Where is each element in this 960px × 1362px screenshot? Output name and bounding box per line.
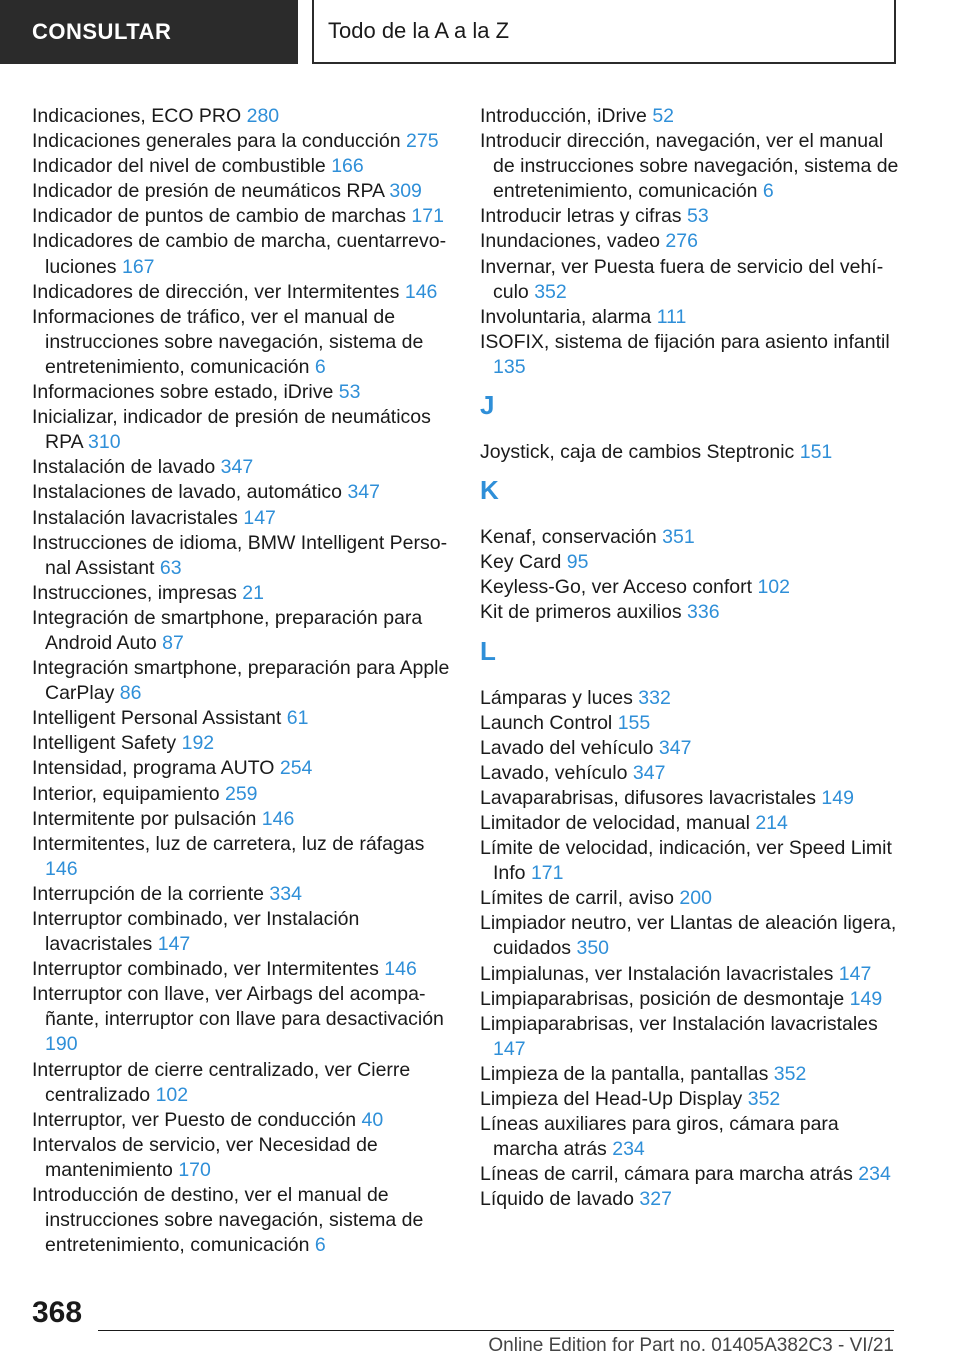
index-entry: [32, 1183, 452, 1258]
entry-text: Integración de smartphone, preparación para Android Auto: [32, 606, 423, 654]
page-reference-link[interactable]: 234: [858, 1163, 891, 1186]
entry-text: Kit de primeros auxilios: [480, 601, 682, 624]
page-reference-link[interactable]: 190: [45, 1033, 78, 1056]
index-group-l: [480, 686, 900, 1213]
page-reference-link[interactable]: 147: [157, 933, 191, 956]
entry-text: Interruptor combinado, ver Instalación lavacristales: [32, 908, 360, 956]
index-entry: [32, 405, 452, 455]
index-group-i: [480, 104, 900, 380]
index-entry: [32, 1133, 452, 1183]
index-entry: [480, 1112, 900, 1162]
index-entry: [480, 911, 900, 961]
entry-text: Lavado del vehículo: [480, 736, 654, 759]
entry-text: Interruptor con llave, ver Airbags del acompañante, interruptor con llave para desactivación: [32, 983, 444, 1031]
page-reference-link[interactable]: 171: [411, 205, 444, 228]
index-letter-k: K: [480, 475, 499, 506]
index-entry: [480, 255, 900, 305]
entry-text: Indicador de puntos de cambio de marchas: [32, 205, 406, 228]
entry-text: Interrupción de la corriente: [32, 882, 264, 905]
page-number: 368: [32, 1296, 83, 1329]
page-reference-link[interactable]: 200: [679, 887, 712, 910]
entry-text: Instrucciones de idioma, BMW Intelligent Personal Assistant: [32, 531, 448, 579]
page-reference-link[interactable]: 149: [849, 987, 883, 1010]
index-entry: [32, 531, 452, 581]
index-entry: [480, 1087, 900, 1112]
entry-text: Interruptor, ver Puesto de conducción: [32, 1108, 357, 1131]
entry-text: Intensidad, programa AUTO: [32, 757, 275, 780]
entry-text: Intervalos de servicio, ver Necesidad de mantenimiento: [32, 1133, 378, 1181]
chapter-title: Todo de la A a la Z: [328, 18, 510, 43]
entry-text: Intermitentes, luz de carretera, luz de ráfagas: [32, 832, 425, 855]
index-entry: [480, 886, 900, 911]
entry-text: Intelligent Personal Assistant: [32, 707, 282, 730]
entry-text: Indicadores de dirección, ver Intermitentes: [32, 280, 400, 303]
entry-text: Keyless-Go, ver Acceso confort: [480, 576, 753, 599]
entry-text: Introducir letras y cifras: [480, 205, 682, 228]
page-reference-link[interactable]: 147: [838, 962, 872, 985]
entry-text: ISOFIX, sistema de fijación para asiento infantil: [480, 330, 890, 353]
entry-text: Limpialunas, ver Instalación lavacristales: [480, 962, 834, 985]
index-entry: [32, 506, 452, 531]
index-entry: [480, 305, 900, 330]
entry-text: Instrucciones, impresas: [32, 581, 237, 604]
page-reference-link[interactable]: 53: [686, 205, 709, 228]
entry-text: Interior, equipamiento: [32, 782, 220, 805]
index-entry: [32, 380, 452, 405]
index-entry: [480, 962, 900, 987]
entry-text: Kenaf, conservación: [480, 526, 657, 549]
index-entry: [32, 455, 452, 480]
index-entry: [480, 711, 900, 736]
page-reference-link[interactable]: 87: [162, 631, 184, 654]
index-entry: [32, 204, 452, 229]
entry-text: Instalaciones de lavado, automático: [32, 481, 343, 504]
entry-text: Introducción de destino, ver el manual de instrucciones sobre navegación, sistema de entretenimiento, comunicación: [32, 1184, 424, 1257]
index-letter-j: J: [480, 390, 495, 421]
entry-text: Indicaciones generales para la conducción: [32, 130, 401, 153]
index-entry: [480, 836, 900, 886]
index-entry: [32, 957, 452, 982]
index-entry: [32, 154, 452, 179]
entry-text: Indicaciones, ECO PRO: [32, 105, 242, 127]
entry-text: Inicializar, indicador de presión de neumáticos RPA: [32, 406, 431, 454]
index-entry: [480, 1187, 900, 1212]
index-entry: [480, 440, 900, 465]
index-entry: [32, 731, 452, 756]
entry-text: Joystick, caja de cambios Steptronic: [480, 441, 795, 464]
section-tab: [0, 0, 298, 64]
page-reference-link[interactable]: 214: [755, 811, 788, 834]
entry-text: Límites de carril, aviso: [480, 887, 674, 910]
page-reference-link[interactable]: 171: [530, 862, 564, 885]
page-reference-link[interactable]: 332: [638, 686, 671, 709]
page-reference-link[interactable]: 347: [347, 481, 380, 504]
section-label: CONSULTAR: [32, 19, 172, 44]
page-reference-link[interactable]: 86: [119, 682, 142, 705]
index-entry: [32, 179, 452, 204]
index-entry: [480, 550, 900, 575]
page-reference-link[interactable]: 111: [656, 305, 687, 328]
page-reference-link[interactable]: 146: [45, 857, 78, 880]
entry-text: Integración smartphone, preparación para Apple CarPlay: [32, 657, 450, 705]
index-group-j: [480, 440, 900, 465]
entry-text: Limpieza del Head-Up Display: [480, 1088, 743, 1110]
index-entry: [480, 600, 900, 625]
page-reference-link[interactable]: 6: [314, 355, 326, 378]
page-reference-link[interactable]: 149: [821, 786, 854, 809]
page-reference-link[interactable]: 170: [178, 1158, 211, 1181]
index-entry: [480, 1162, 900, 1187]
entry-text: Instalación de lavado: [32, 456, 216, 479]
index-entry: [32, 280, 452, 305]
index-entry: [480, 104, 900, 129]
page-reference-link[interactable]: 352: [773, 1062, 807, 1085]
entry-text: Interruptor de cierre centralizado, ver Cierre centralizado: [32, 1058, 411, 1106]
index-entry: [32, 756, 452, 781]
page-reference-link[interactable]: 275: [406, 130, 439, 153]
page-reference-link[interactable]: 6: [762, 180, 774, 203]
page-reference-link[interactable]: 52: [652, 105, 675, 127]
page-reference-link[interactable]: 53: [338, 381, 361, 404]
index-entry: [32, 480, 452, 505]
index-entry: [32, 807, 452, 832]
entry-text: Invernar, ver Puesta fuera de servicio del vehículo: [480, 255, 884, 303]
index-entry: [32, 882, 452, 907]
page-reference-link[interactable]: 327: [639, 1188, 672, 1211]
page-reference-link[interactable]: 234: [612, 1138, 645, 1161]
index-entry: [480, 786, 900, 811]
page-reference-link[interactable]: 259: [224, 782, 258, 805]
page-reference-link[interactable]: 310: [88, 431, 121, 454]
page-reference-link[interactable]: 147: [243, 506, 276, 529]
page-reference-link[interactable]: 102: [757, 576, 790, 599]
entry-text: Intelligent Safety: [32, 732, 177, 755]
entry-text: Indicador de presión de neumáticos RPA: [32, 180, 384, 203]
page-reference-link[interactable]: 350: [576, 937, 610, 960]
index-entry: [480, 686, 900, 711]
entry-text: Limpiaparabrisas, posición de desmontaje: [480, 987, 845, 1010]
index-entry: [480, 987, 900, 1012]
index-column-left: [32, 104, 452, 1258]
index-entry: [32, 832, 452, 882]
entry-text: Introducción, iDrive: [480, 105, 647, 127]
entry-text: Limpiador neutro, ver Llantas de aleación ligera, cuidados: [480, 912, 897, 960]
index-entry: [480, 1062, 900, 1087]
page-reference-link[interactable]: 167: [121, 255, 155, 278]
page-reference-link[interactable]: 336: [687, 601, 720, 624]
chapter-tab: [312, 0, 896, 64]
page-reference-link[interactable]: 40: [361, 1108, 384, 1131]
page-reference-link[interactable]: 280: [246, 105, 280, 127]
entry-text: Involuntaria, alarma: [480, 305, 652, 328]
index-entry: [32, 1108, 452, 1133]
page-reference-link[interactable]: 155: [617, 711, 651, 734]
index-entry: [32, 982, 452, 1057]
index-entry: [480, 129, 900, 204]
entry-text: Indicador del nivel de combustible: [32, 155, 326, 178]
page-reference-link[interactable]: 309: [389, 180, 422, 203]
page-reference-link[interactable]: 95: [566, 551, 589, 574]
entry-text: Limpiaparabrisas, ver Instalación lavacristales: [480, 1012, 878, 1035]
index-entry: [32, 907, 452, 957]
entry-text: Instalación lavacristales: [32, 506, 238, 529]
page-reference-link[interactable]: 146: [404, 280, 438, 303]
page-reference-link[interactable]: 61: [286, 707, 309, 730]
page-reference-link[interactable]: 166: [331, 155, 364, 178]
index-entry: [32, 1058, 452, 1108]
index-entry: [32, 229, 452, 279]
entry-text: Indicadores de cambio de marcha, cuentarrevoluciones: [32, 230, 447, 278]
page-reference-link[interactable]: 352: [534, 280, 567, 303]
index-entry: [32, 129, 452, 154]
index-entry: [480, 575, 900, 600]
index-entry: [480, 761, 900, 786]
entry-text: Introducir dirección, navegación, ver el manual de instrucciones sobre navegación, sistema de entretenimiento, comunicación: [480, 130, 899, 203]
page-reference-link[interactable]: 135: [493, 355, 526, 378]
footer-divider: [98, 1330, 894, 1331]
entry-text: Límite de velocidad, indicación, ver Speed Limit Info: [480, 837, 892, 885]
entry-text: Limpieza de la pantalla, pantallas: [480, 1062, 769, 1085]
edition-footer: Online Edition for Part no. 01405A382C3 - VI/21: [488, 1335, 894, 1356]
page-reference-link[interactable]: 347: [658, 736, 692, 759]
entry-text: Líneas auxiliares para giros, cámara para marcha atrás: [480, 1113, 839, 1161]
page-reference-link[interactable]: 334: [269, 882, 302, 905]
index-entry: [480, 736, 900, 761]
index-entry: [480, 1012, 900, 1062]
index-entry: [32, 305, 452, 380]
entry-text: Interruptor combinado, ver Intermitentes: [32, 958, 379, 981]
page-reference-link[interactable]: 63: [159, 556, 182, 579]
index-entry: [480, 811, 900, 836]
page-reference-link[interactable]: 347: [220, 456, 254, 479]
page-reference-link[interactable]: 276: [665, 230, 698, 253]
entry-text: Informaciones sobre estado, iDrive: [32, 381, 334, 404]
index-entry: [480, 204, 900, 229]
page-reference-link[interactable]: 146: [384, 958, 417, 981]
entry-text: Intermitente por pulsación: [32, 807, 257, 830]
index-column-right: [480, 104, 900, 1212]
page-reference-link[interactable]: 192: [181, 732, 215, 755]
index-entry: [32, 656, 452, 706]
index-letter-l: L: [480, 635, 496, 666]
entry-text: Key Card: [480, 551, 562, 574]
page-reference-link[interactable]: 6: [314, 1234, 326, 1257]
index-entry: [32, 606, 452, 656]
page-reference-link[interactable]: 351: [662, 526, 695, 549]
page-reference-link[interactable]: 102: [155, 1083, 189, 1106]
index-group-k: [480, 525, 900, 625]
entry-text: Líquido de lavado: [480, 1188, 634, 1211]
index-entry: [32, 581, 452, 606]
page-reference-link[interactable]: 254: [279, 757, 313, 780]
page-reference-link[interactable]: 21: [242, 581, 264, 604]
index-entry: [480, 229, 900, 254]
entry-text: Lámparas y luces: [480, 686, 633, 709]
page-reference-link[interactable]: 151: [799, 441, 833, 464]
entry-text: Líneas de carril, cámara para marcha atrás: [480, 1163, 853, 1186]
index-entry: [480, 525, 900, 550]
page-reference-link[interactable]: 146: [261, 807, 295, 830]
index-entry: [32, 782, 452, 807]
entry-text: Lavaparabrisas, difusores lavacristales: [480, 786, 816, 809]
index-entry: [32, 104, 452, 129]
entry-text: Inundaciones, vadeo: [480, 230, 660, 253]
entry-text: Lavado, vehículo: [480, 761, 628, 784]
index-entry: [480, 330, 900, 380]
page-reference-link[interactable]: 147: [493, 1037, 526, 1060]
page-reference-link[interactable]: 352: [747, 1088, 781, 1110]
entry-text: Informaciones de tráfico, ver el manual de instrucciones sobre navegación, sistema de entretenimiento, comunicación: [32, 305, 424, 378]
entry-text: Launch Control: [480, 711, 613, 734]
entry-text: Limitador de velocidad, manual: [480, 811, 750, 834]
index-entry: [32, 706, 452, 731]
page-reference-link[interactable]: 347: [632, 761, 666, 784]
